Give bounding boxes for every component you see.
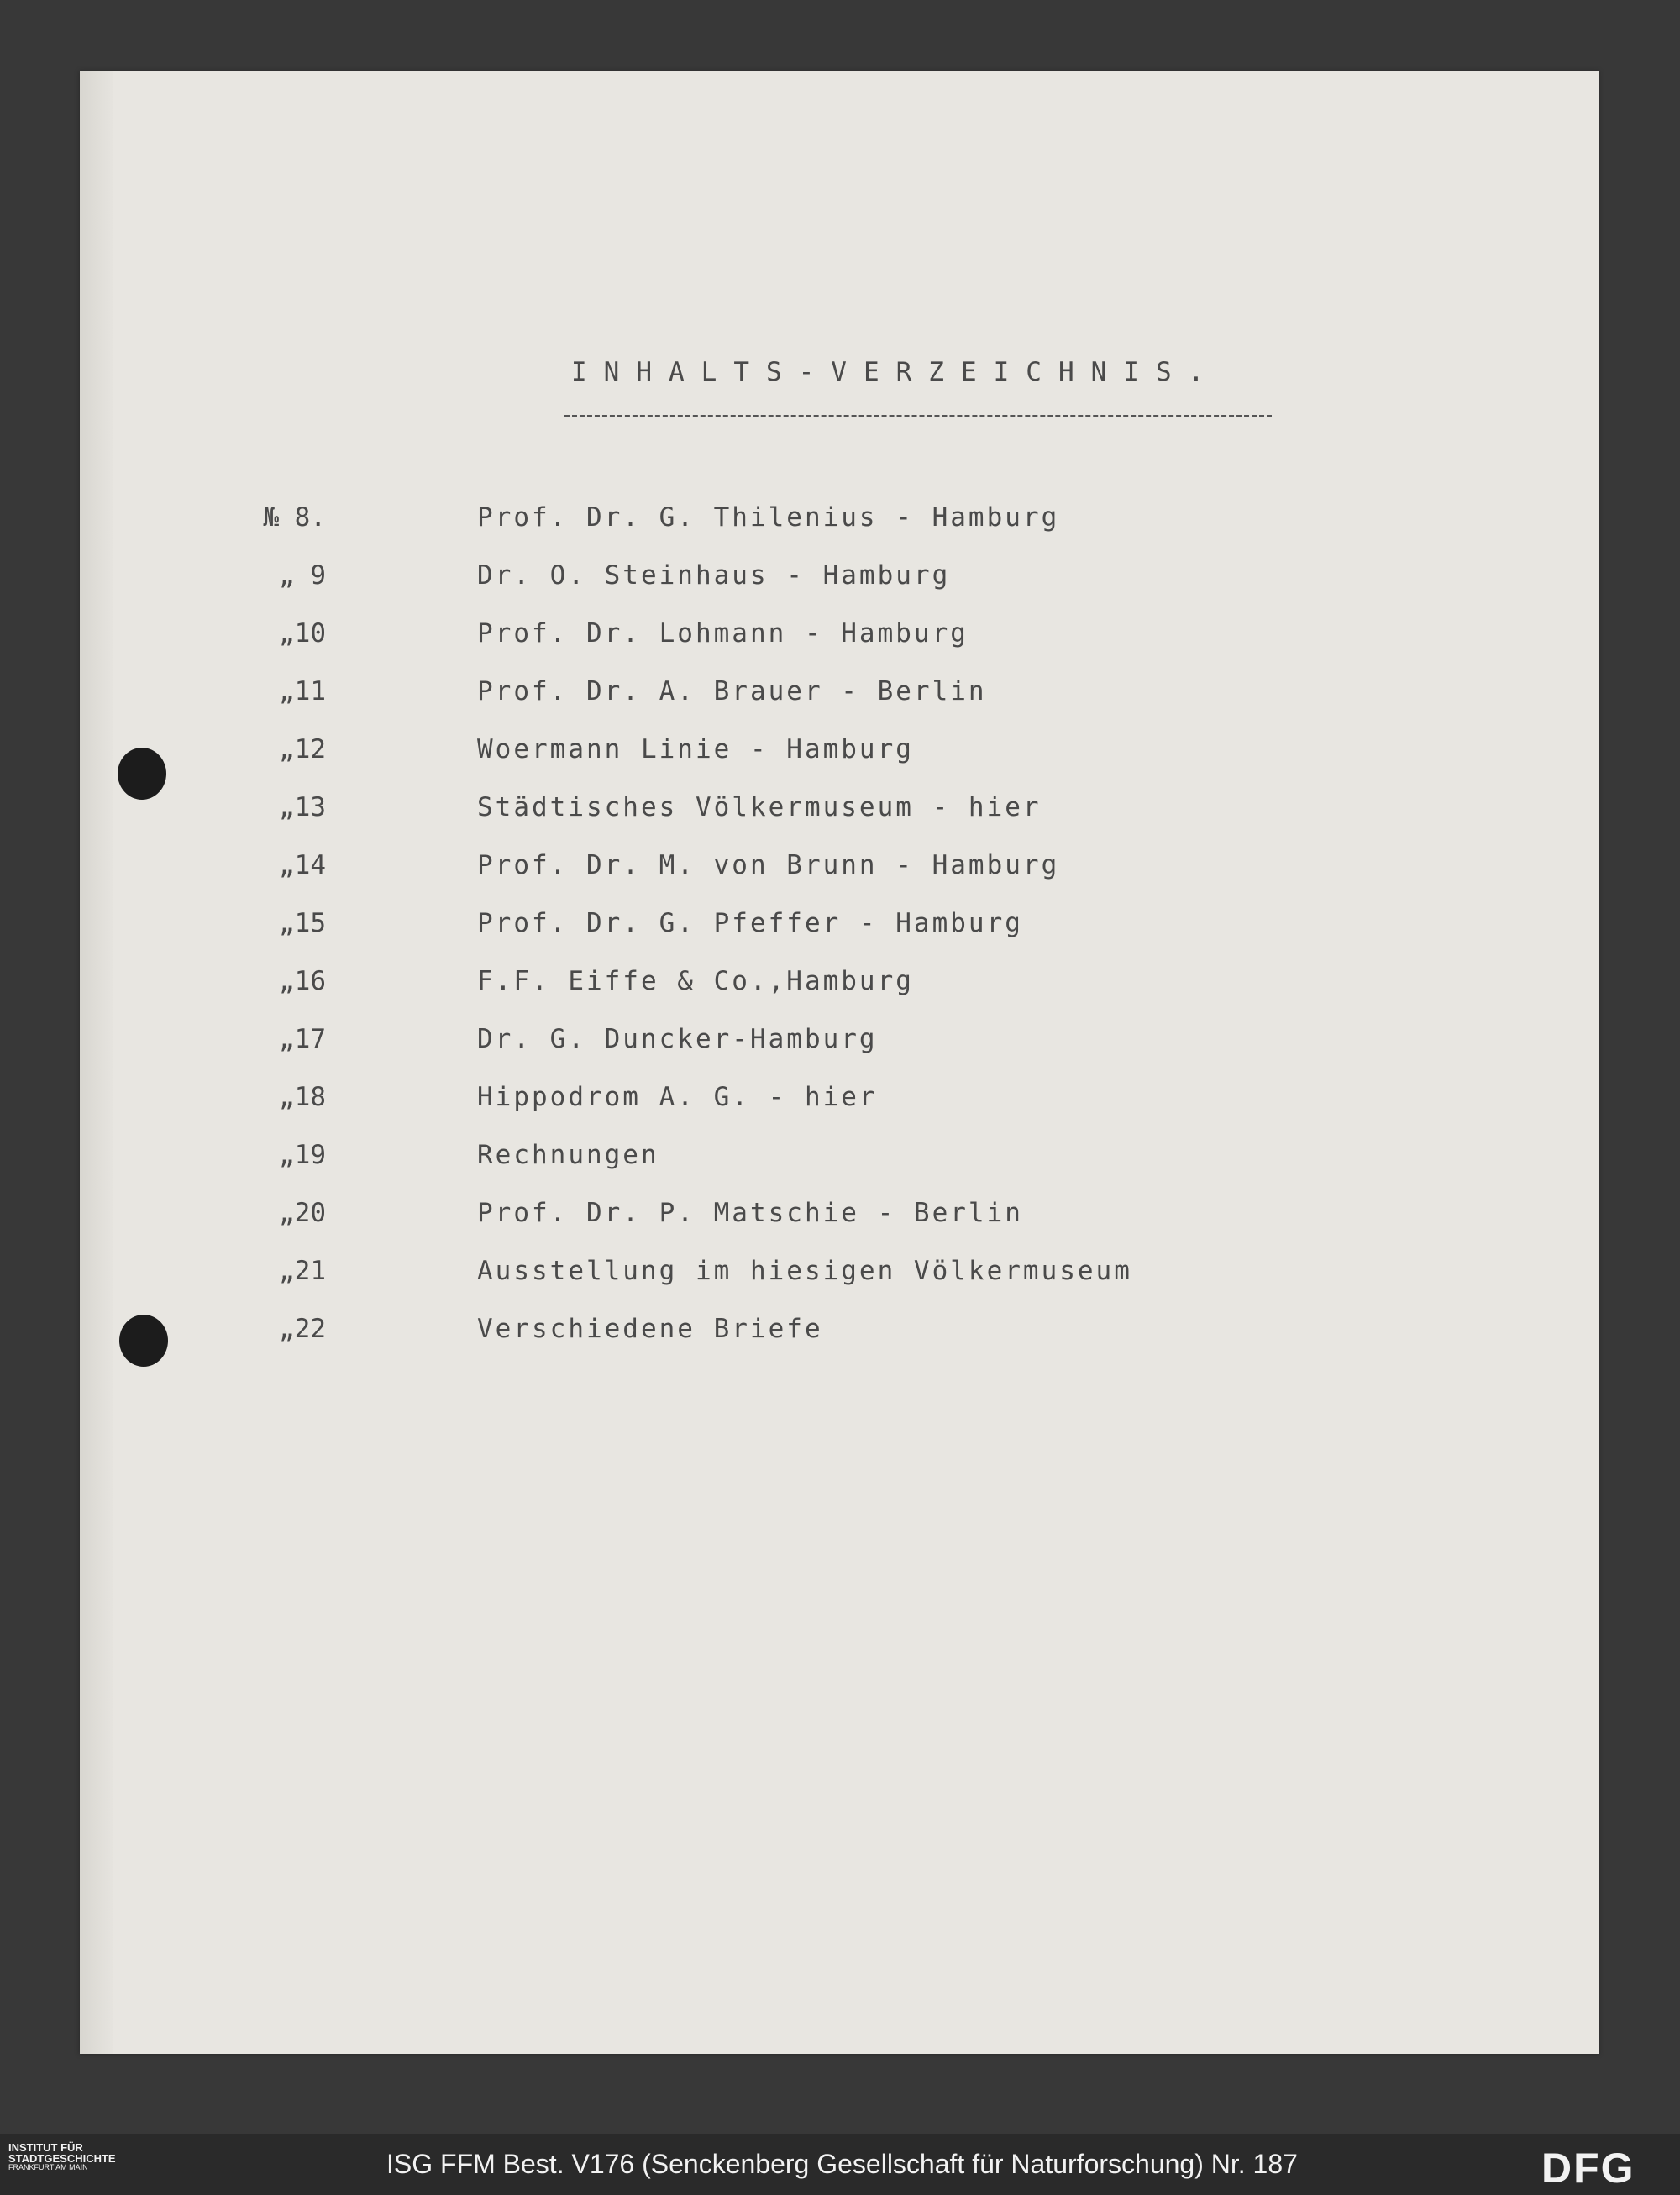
entry-number: „20	[279, 1198, 326, 1228]
punch-hole-lower	[119, 1315, 168, 1367]
entry-text: Hippodrom A. G. - hier	[477, 1082, 878, 1112]
entry-number: № 8.	[263, 502, 326, 533]
entry-text: Ausstellung im hiesigen Völkermuseum	[477, 1256, 1132, 1286]
entry-text: Städtisches Völkermuseum - hier	[477, 792, 1042, 822]
logo-line-1: INSTITUT FÜR	[8, 2141, 83, 2154]
entry-number: „12	[279, 734, 326, 764]
archive-footer	[0, 2134, 1680, 2195]
entry-number: „10	[279, 618, 326, 649]
punch-hole-upper	[118, 748, 166, 800]
entry-text: F.F. Eiffe & Co.,Hamburg	[477, 966, 914, 996]
entry-number: „13	[279, 792, 326, 822]
entry-text: Prof. Dr. Lohmann - Hamburg	[477, 618, 969, 649]
entry-text: Prof. Dr. M. von Brunn - Hamburg	[477, 850, 1060, 880]
entry-text: Rechnungen	[477, 1140, 659, 1170]
entry-text: Dr. G. Duncker-Hamburg	[477, 1024, 878, 1054]
entry-number: „16	[279, 966, 326, 996]
entry-text: Verschiedene Briefe	[477, 1314, 823, 1344]
logo-line-2: STADTGESCHICHTE	[8, 2152, 116, 2165]
entry-number: „19	[279, 1140, 326, 1170]
institute-logo	[8, 2142, 176, 2171]
entry-text: Prof. Dr. P. Matschie - Berlin	[477, 1198, 1023, 1228]
title-underline	[564, 415, 1272, 417]
entry-text: Prof. Dr. A. Brauer - Berlin	[477, 676, 987, 706]
entry-text: Woermann Linie - Hamburg	[477, 734, 914, 764]
entry-text: Prof. Dr. G. Thilenius - Hamburg	[477, 502, 1060, 533]
entry-text: Prof. Dr. G. Pfeffer - Hamburg	[477, 908, 1023, 938]
entry-text: Dr. O. Steinhaus - Hamburg	[477, 560, 951, 591]
document-title: INHALTS-VERZEICHNIS.	[571, 357, 1221, 387]
entry-number: „14	[279, 850, 326, 880]
archive-caption: ISG FFM Best. V176 (Senckenberg Gesellschaft für Naturforschung) Nr. 187	[386, 2149, 1298, 2179]
entry-number: „21	[279, 1256, 326, 1286]
entry-number: „17	[279, 1024, 326, 1054]
entry-number: „22	[279, 1314, 326, 1344]
entry-number: „ 9	[279, 560, 326, 591]
dfg-logo: DFG	[1541, 2145, 1635, 2192]
entry-number: „15	[279, 908, 326, 938]
entry-number: „18	[279, 1082, 326, 1112]
entry-number: „11	[279, 676, 326, 706]
paper-fold-edge	[80, 71, 113, 2054]
logo-line-3: FRANKFURT AM MAIN	[8, 2163, 88, 2171]
